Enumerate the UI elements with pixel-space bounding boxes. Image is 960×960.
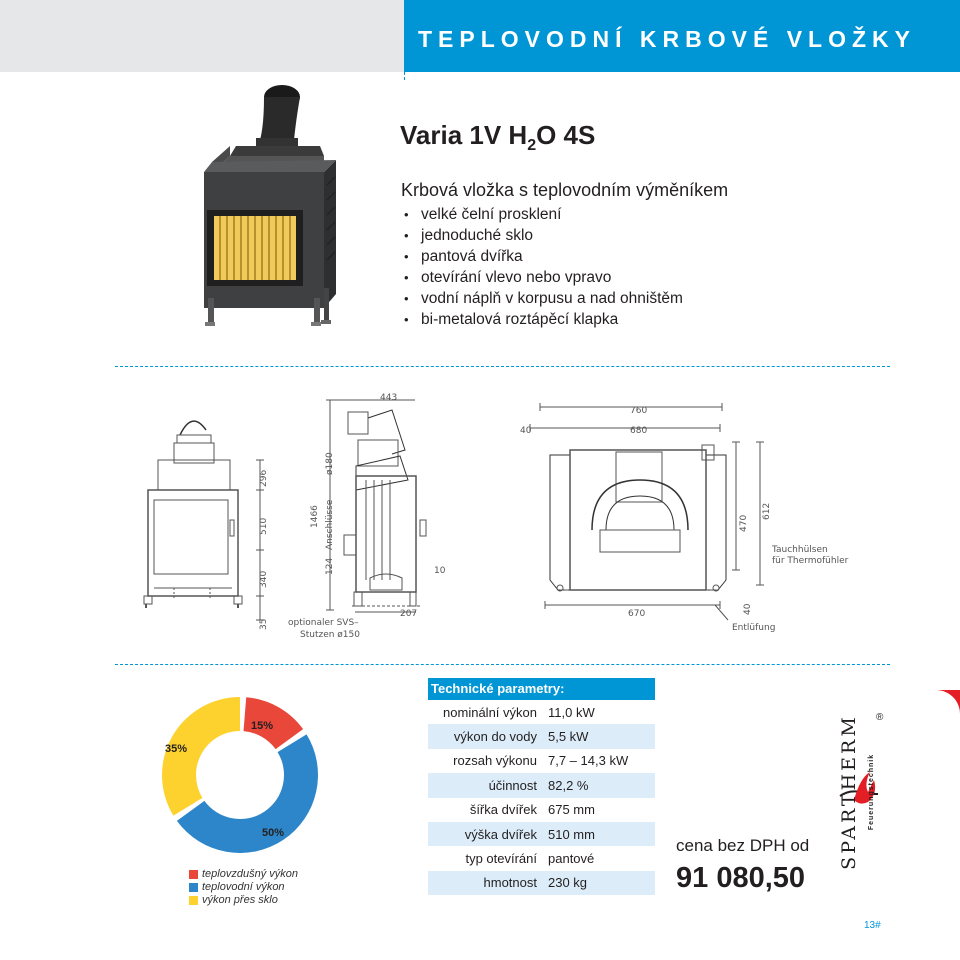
table-row [428, 846, 655, 870]
row-label: výkon do vody [453, 729, 537, 745]
side-view-drawing [326, 400, 426, 612]
section-divider-top [115, 366, 890, 367]
legend-swatch [189, 896, 198, 905]
row-value: 11,0 kW [548, 704, 595, 720]
chart-legend [189, 868, 298, 907]
row-value: pantové [548, 851, 595, 867]
header-divider [404, 10, 405, 80]
dim-207: 207 [400, 609, 418, 619]
dim-680: 680 [630, 426, 648, 436]
table-row [428, 773, 655, 797]
label-anschlusse: Anschlüsse [325, 499, 335, 550]
feature-item: • pantová dvířka [401, 246, 683, 267]
price-value: 91 080,50 [676, 862, 806, 894]
dim-1466: 1466 [310, 505, 320, 528]
label-optional-1: optionaler SVS– [288, 618, 359, 628]
dim-35: 35 [259, 618, 269, 630]
side-accent-cover [890, 690, 960, 960]
table-title: Technické parametry: [428, 678, 655, 700]
legend-label: teplovodní výkon [202, 881, 285, 893]
legend-item [189, 894, 298, 907]
product-description: Krbová vložka s teplovodním výměníkem [401, 180, 729, 200]
row-label: rozsah výkonu [453, 753, 537, 769]
row-label: typ otevírání [465, 851, 537, 867]
brand-name: SPARTHERM [838, 714, 860, 870]
row-value: 82,2 % [548, 777, 589, 793]
section-divider-bottom [115, 664, 890, 665]
feature-item: • jednoduché sklo [401, 225, 683, 246]
table-row [428, 724, 655, 748]
dim-612: 612 [762, 502, 772, 520]
dim-40: 40 [520, 426, 532, 436]
brand-logo [838, 712, 888, 872]
feature-item: • velké čelní prosklení [401, 204, 683, 225]
row-label: šířka dvířek [469, 802, 537, 818]
registered-mark: ® [876, 712, 884, 723]
pct-label-50: 50% [262, 827, 285, 839]
row-value: 5,5 kW [548, 729, 589, 745]
table-row [428, 798, 655, 822]
table-row [428, 822, 655, 846]
dim-296: 296 [259, 469, 269, 487]
legend-swatch [189, 883, 198, 892]
dim-470: 470 [739, 514, 749, 532]
dim-10: 10 [434, 566, 446, 576]
header-gray-panel [0, 0, 404, 72]
dim-180: ø180 [325, 452, 335, 475]
legend-swatch [189, 870, 198, 879]
power-distribution-chart [140, 685, 340, 865]
row-value: 230 kg [548, 875, 588, 891]
row-label: hmotnost [483, 875, 537, 891]
pct-label-15: 15% [251, 720, 274, 732]
table-row [428, 749, 655, 773]
dim-443: 443 [380, 393, 398, 403]
label-optional-2: Stutzen ø150 [300, 630, 360, 640]
front-view-drawing [144, 421, 264, 620]
row-value: 7,7 – 14,3 kW [548, 753, 629, 769]
label-tauch-2: für Thermofühler [772, 556, 849, 566]
row-value: 675 mm [548, 802, 595, 818]
legend-label: výkon přes sklo [202, 894, 278, 906]
table-row [428, 871, 655, 895]
row-label: nominální výkon [443, 704, 537, 720]
table-row [428, 700, 655, 724]
row-label: výška dvířek [464, 826, 537, 842]
row-label: účinnost [488, 777, 537, 793]
label-tauch-1: Tauchhülsen [772, 545, 828, 555]
brand-tagline: Feuerungstechnik [868, 753, 875, 831]
row-value: 510 mm [548, 826, 595, 842]
dim-40b: 40 [743, 603, 753, 615]
feature-item: • vodní náplň v korpusu a nad ohništěm [401, 288, 683, 309]
technical-parameters-table [428, 678, 655, 895]
dim-760: 760 [630, 406, 648, 416]
pct-label-35: 35% [165, 743, 188, 755]
price-label: cena bez DPH od [676, 836, 810, 855]
product-image [190, 80, 350, 340]
dim-124: 124 [325, 557, 335, 575]
feature-item: • otevírání vlevo nebo vpravo [401, 267, 683, 288]
product-title: Varia 1V $H_2O$ 4S [400, 120, 596, 154]
label-entluftung: Entlüfung [732, 623, 776, 633]
dim-340: 340 [259, 570, 269, 588]
feature-item: • bi-metalová roztápěcí klapka [401, 309, 683, 330]
dim-510: 510 [259, 517, 269, 535]
legend-label: teplovzdušný výkon [202, 868, 298, 880]
donut-slice-35 [162, 697, 240, 816]
page-number: 13# [864, 920, 881, 931]
legend-item [189, 868, 298, 881]
legend-item [189, 881, 298, 894]
dim-670: 670 [628, 609, 646, 619]
feature-list [401, 204, 683, 330]
section-title: TEPLOVODNÍ KRBOVÉ VLOŽKY [418, 26, 916, 52]
